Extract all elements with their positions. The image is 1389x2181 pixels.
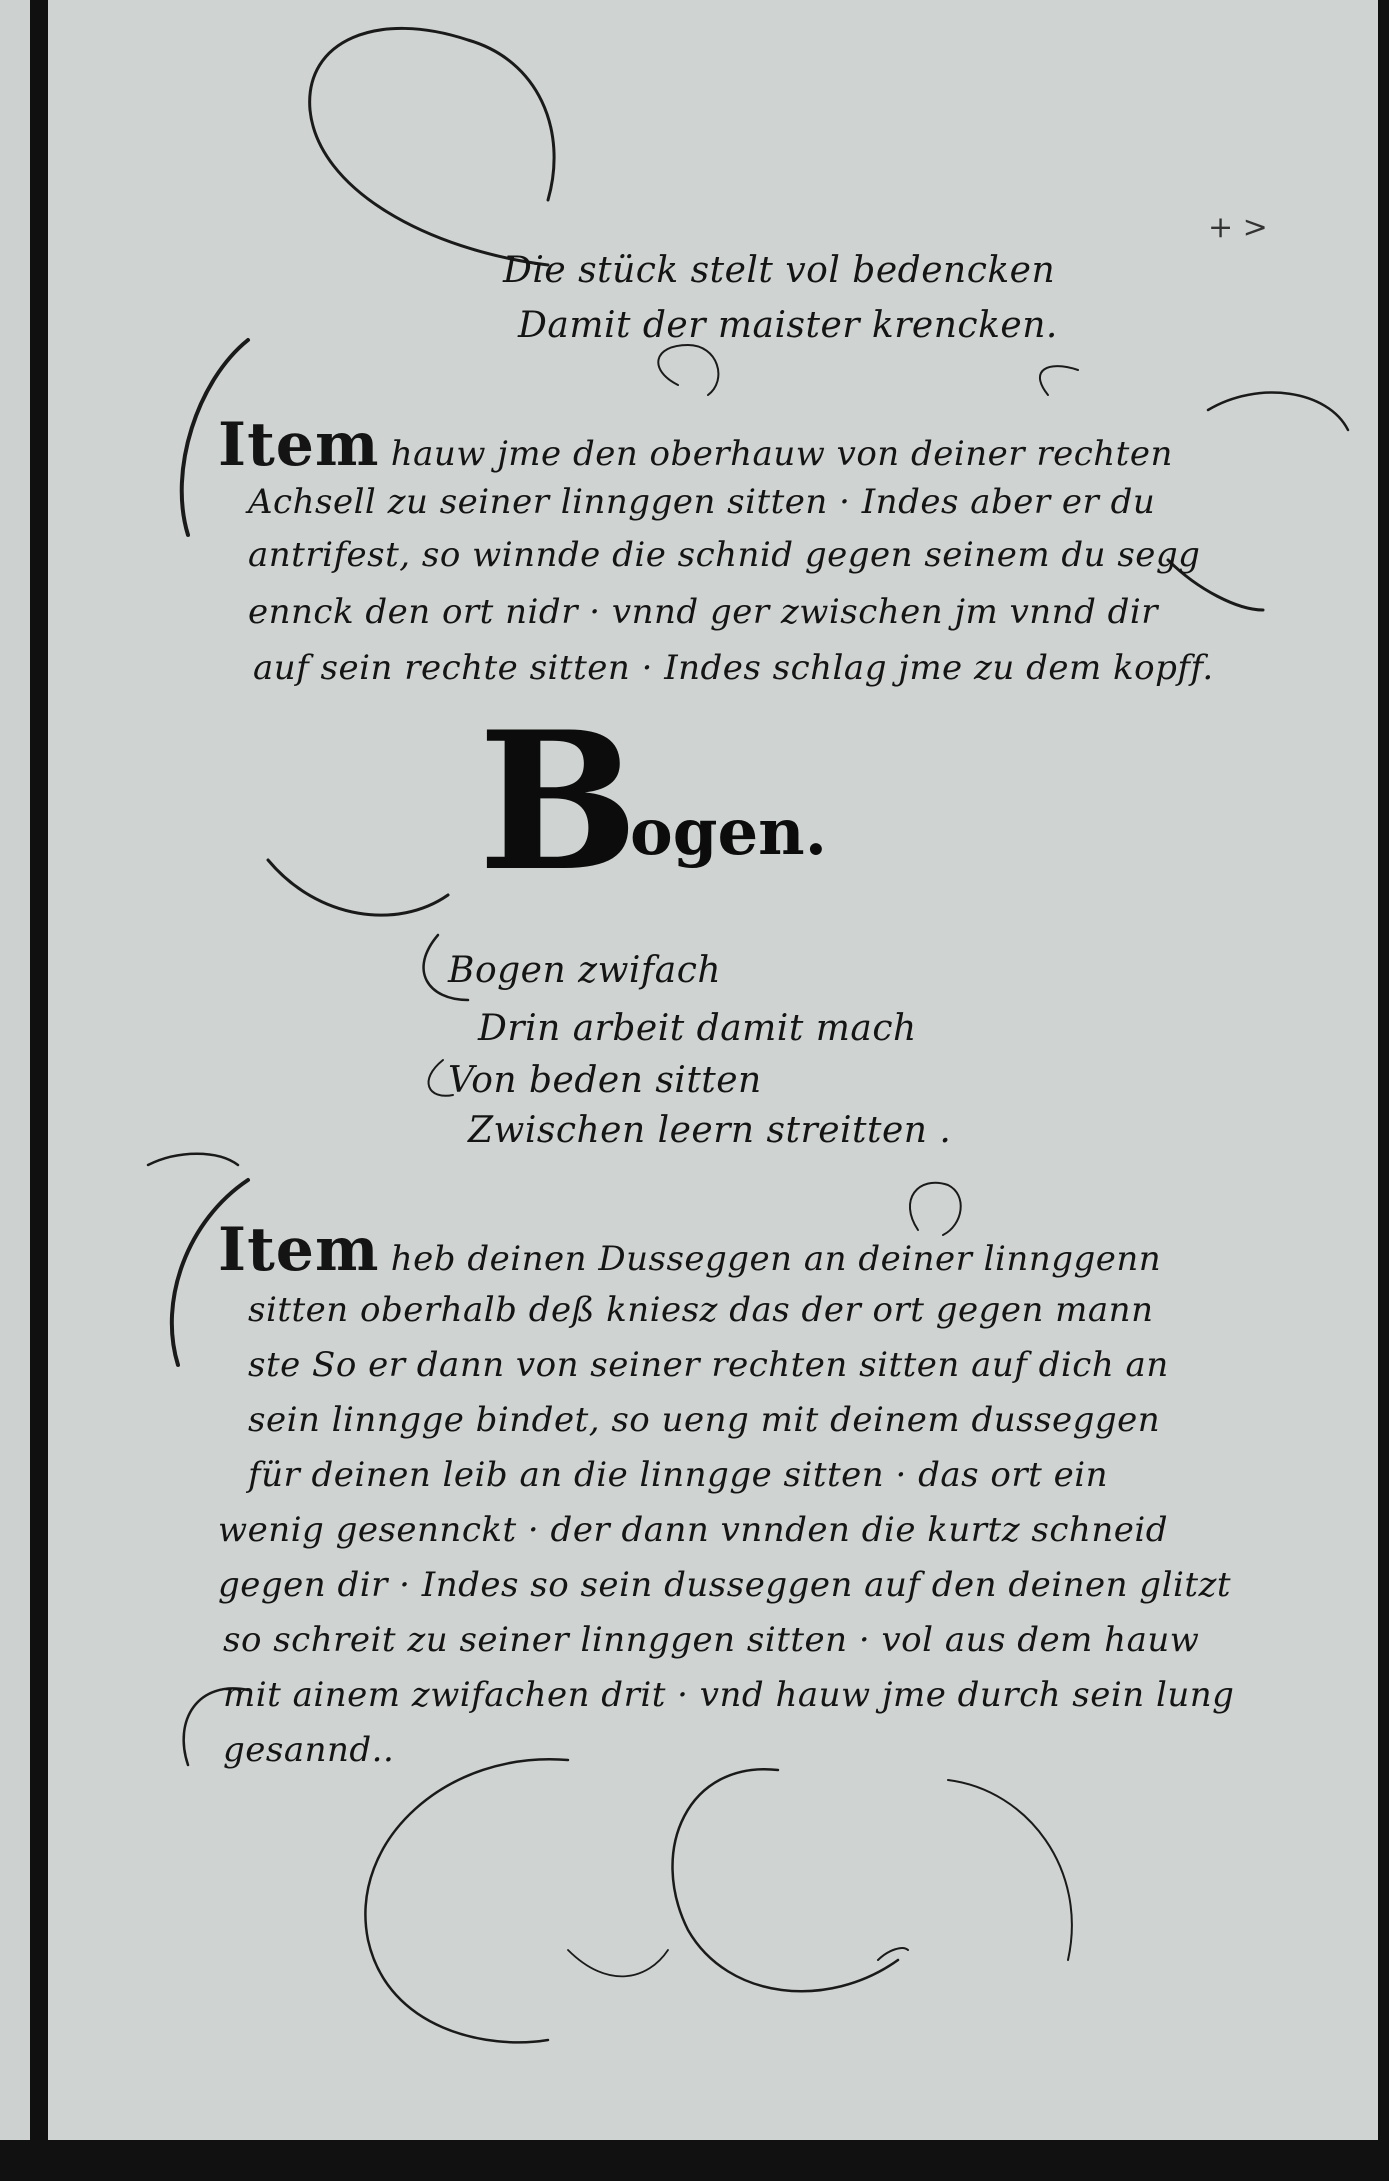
- verse1-line1: Die stück stelt vol bedencken: [503, 250, 1056, 291]
- bottom-page-edge: [0, 2140, 1389, 2181]
- verse2-line4: Zwischen leern streitten .: [468, 1110, 952, 1151]
- heading-capital: B: [478, 690, 639, 913]
- item1-initial: Item: [218, 410, 380, 480]
- item2-line1: [218, 1215, 1161, 1285]
- item1-line3: antrifest, so winnde die schnid gegen seinem du segg: [248, 535, 1201, 575]
- item2-line2: sitten oberhalb deß kniesz das der ort gegen mann: [248, 1290, 1154, 1330]
- item2-line6: wenig gesennckt · der dann vnnden die kurtz schneid: [218, 1510, 1168, 1550]
- item2-line1-text: heb deinen Dusseggen an deiner linnggenn: [390, 1239, 1162, 1279]
- item2-initial: Item: [218, 1215, 380, 1285]
- item2-line10: gesannd..: [223, 1730, 395, 1770]
- item2-line8: so schreit zu seiner linnggen sitten · vol aus dem hauw: [223, 1620, 1200, 1660]
- heading-rest: ogen.: [630, 795, 827, 870]
- item1-line1: [218, 410, 1173, 480]
- item1-line5: auf sein rechte sitten · Indes schlag jme zu dem kopff.: [253, 648, 1214, 688]
- verse2-line3: Von beden sitten: [448, 1060, 762, 1101]
- item2-line9: mit ainem zwifachen drit · vnd hauw jme durch sein lung: [223, 1675, 1235, 1715]
- item2-line7: gegen dir · Indes so sein dusseggen auf den deinen glitzt: [218, 1565, 1232, 1605]
- item1-line4: ennck den ort nidr · vnnd ger zwischen jm vnnd dir: [248, 592, 1159, 632]
- folio-mark: + >: [1208, 210, 1268, 245]
- item2-line3: ste So er dann von seiner rechten sitten auf dich an: [248, 1345, 1169, 1385]
- text-layer: [48, 0, 1378, 2160]
- item1-line1-text: hauw jme den oberhauw von deiner rechten: [390, 434, 1173, 474]
- item2-line5: für deinen leib an die linngge sitten · das ort ein: [248, 1455, 1108, 1495]
- verse2-line1: Bogen zwifach: [448, 950, 722, 991]
- verse2-line2: Drin arbeit damit mach: [478, 1008, 917, 1049]
- item1-line2: Achsell zu seiner linnggen sitten · Indes aber er du: [248, 482, 1156, 522]
- item2-line4: sein linngge bindet, so ueng mit deinem dusseggen: [248, 1400, 1161, 1440]
- manuscript-page: [48, 0, 1378, 2160]
- verse1-line2: Damit der maister krencken.: [518, 305, 1058, 346]
- left-page-edge: [0, 0, 30, 2181]
